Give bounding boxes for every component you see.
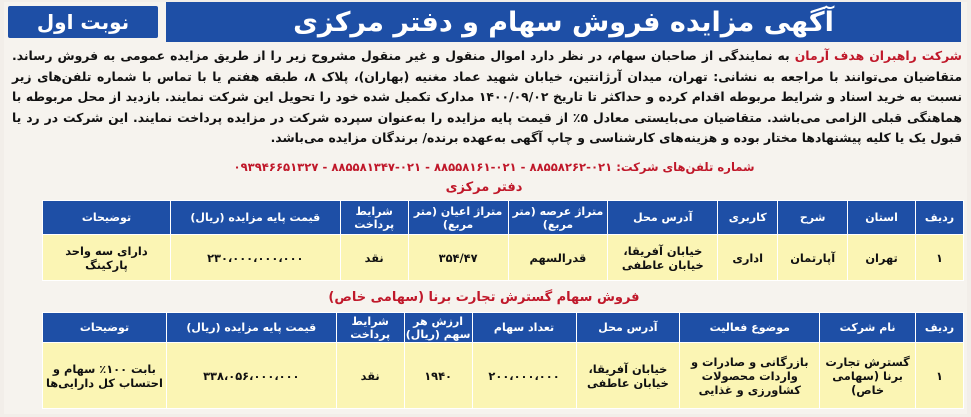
table-cell: گسترش تجارت برنا (سهامی خاص) — [820, 343, 916, 409]
intro-line-2: متقاضیان می‌توانند با مراجعه به نشانی: تهران، میدان آرژانتین، خیابان شهید عماد مغنیه (بهاران)، پلاک ۸، طبقه هفتم یا با تماس با شماره تلفن‌های زیر نسبت — [12, 68, 962, 104]
intro-line-3: به خرید اسناد و شرایط مربوطه اقدام کرده و حداکثر تا تاریخ ۱۴۰۰/۰۹/۰۲ مدارک تکمیل شده خود را تحویل این شرکت نمایند. بازدید از محل مربوطه با — [12, 89, 922, 104]
intro-line-4: هماهنگی قبلی الزامی می‌باشد. متقاضیان می‌بایستی معادل ۵٪ از قیمت پایه مزایده را به‌عنوان سپرده شرکت در مزایده پرداخت نمایند. این شرکت در رد یا — [12, 109, 962, 125]
advertisement-page — [4, 2, 967, 414]
section-title-head-office: دفتر مرکزی — [445, 180, 523, 195]
table-cell: ۲۳۰،۰۰۰،۰۰۰،۰۰۰ — [170, 235, 340, 281]
share-sale-table — [42, 312, 964, 409]
col-header: توضیحات — [43, 313, 167, 343]
company-name: شرکت راهبران هدف آرمان — [794, 48, 962, 63]
col-header: نام شرکت — [820, 313, 916, 343]
section-title-share-sale: فروش سهام گسترش تجارت برنا (سهامی خاص) — [328, 290, 640, 305]
table-cell: تهران — [848, 235, 916, 281]
col-header: کاربری — [718, 201, 778, 235]
table-cell: ۱ — [916, 235, 964, 281]
table-cell: خیابان آفریقا، خیابان عاطفی — [608, 235, 718, 281]
table-cell: ۳۳۸،۰۵۶،۰۰۰،۰۰۰ — [166, 343, 336, 409]
ad-body-text — [12, 46, 962, 149]
col-header: آدرس محل — [608, 201, 718, 235]
table-cell: نقد — [336, 343, 404, 409]
col-header: توضیحات — [43, 201, 171, 235]
table-cell: بازرگانی و صادرات و واردات محصولات کشاورزی و غذایی — [680, 343, 820, 409]
table-cell: ۱۹۴۰ — [404, 343, 472, 409]
table-cell: آپارتمان — [778, 235, 848, 281]
table-cell: نقد — [340, 235, 408, 281]
col-header: موضوع فعالیت — [680, 313, 820, 343]
table-header-row — [43, 201, 964, 235]
ad-header — [4, 2, 967, 44]
table-header-row — [43, 313, 964, 343]
ad-title: آگهی مزایده فروش سهام و دفتر مرکزی — [166, 2, 961, 42]
head-office-table — [42, 200, 964, 281]
intro-line-5: قبول یک یا کلیه پیشنهادها مختار بوده و هزینه‌های کارشناسی و چاپ آگهی به‌عهده برنده/ برندگان مزایده می‌باشد. — [270, 130, 962, 145]
col-header: شرح — [778, 201, 848, 235]
col-header: تعداد سهام — [472, 313, 576, 343]
col-header: استان — [848, 201, 916, 235]
col-header: قیمت پایه مزایده (ریال) — [170, 201, 340, 235]
col-header: شرایط پرداخت — [336, 313, 404, 343]
table-cell: بابت ۱۰۰٪ سهام و احتساب کل دارایی‌ها — [43, 343, 167, 409]
table-row — [43, 343, 964, 409]
col-header: ردیف — [916, 201, 964, 235]
table-cell: ۱ — [916, 343, 964, 409]
col-header: ارزش هر سهم (ریال) — [405, 314, 471, 341]
table-cell: ۲۰۰،۰۰۰،۰۰۰ — [472, 343, 576, 409]
table-row — [43, 235, 964, 281]
col-header: آدرس محل — [576, 313, 680, 343]
col-header: متراژ اعیان (متر مربع) — [408, 201, 508, 235]
col-header: متراژ عرصه (متر مربع) — [508, 201, 608, 235]
table-cell: ۳۵۴/۴۷ — [408, 235, 508, 281]
phone-numbers: شماره تلفن‌های شرکت: ۰۲۱-۸۸۵۵۸۲۶۲ - ۰۲۱-۸۸۵۵۸۱۶۱ - ۰۲۱-۸۸۵۵۸۱۳۴۷ - ۰۹۳۹۴۶۶۵۱۳۲۷ — [233, 160, 755, 174]
intro-line-1: به نمایندگی از صاحبان سهام، در نظر دارد اموال منقول و غیر منقول مشروح زیر را از طریق مزایده عمومی به فروش رساند. — [12, 48, 790, 63]
table-cell: دارای سه واحد پارکینگ — [43, 235, 171, 281]
table-cell: خیابان آفریقا، خیابان عاطفی — [576, 343, 680, 409]
col-header: شرایط پرداخت — [340, 201, 408, 235]
first-publication-badge: نوبت اول — [8, 6, 158, 38]
table-cell: قدرالسهم — [508, 235, 608, 281]
col-header: ردیف — [916, 313, 964, 343]
col-header: قیمت پایه مزایده (ریال) — [166, 313, 336, 343]
table-cell: اداری — [718, 235, 778, 281]
